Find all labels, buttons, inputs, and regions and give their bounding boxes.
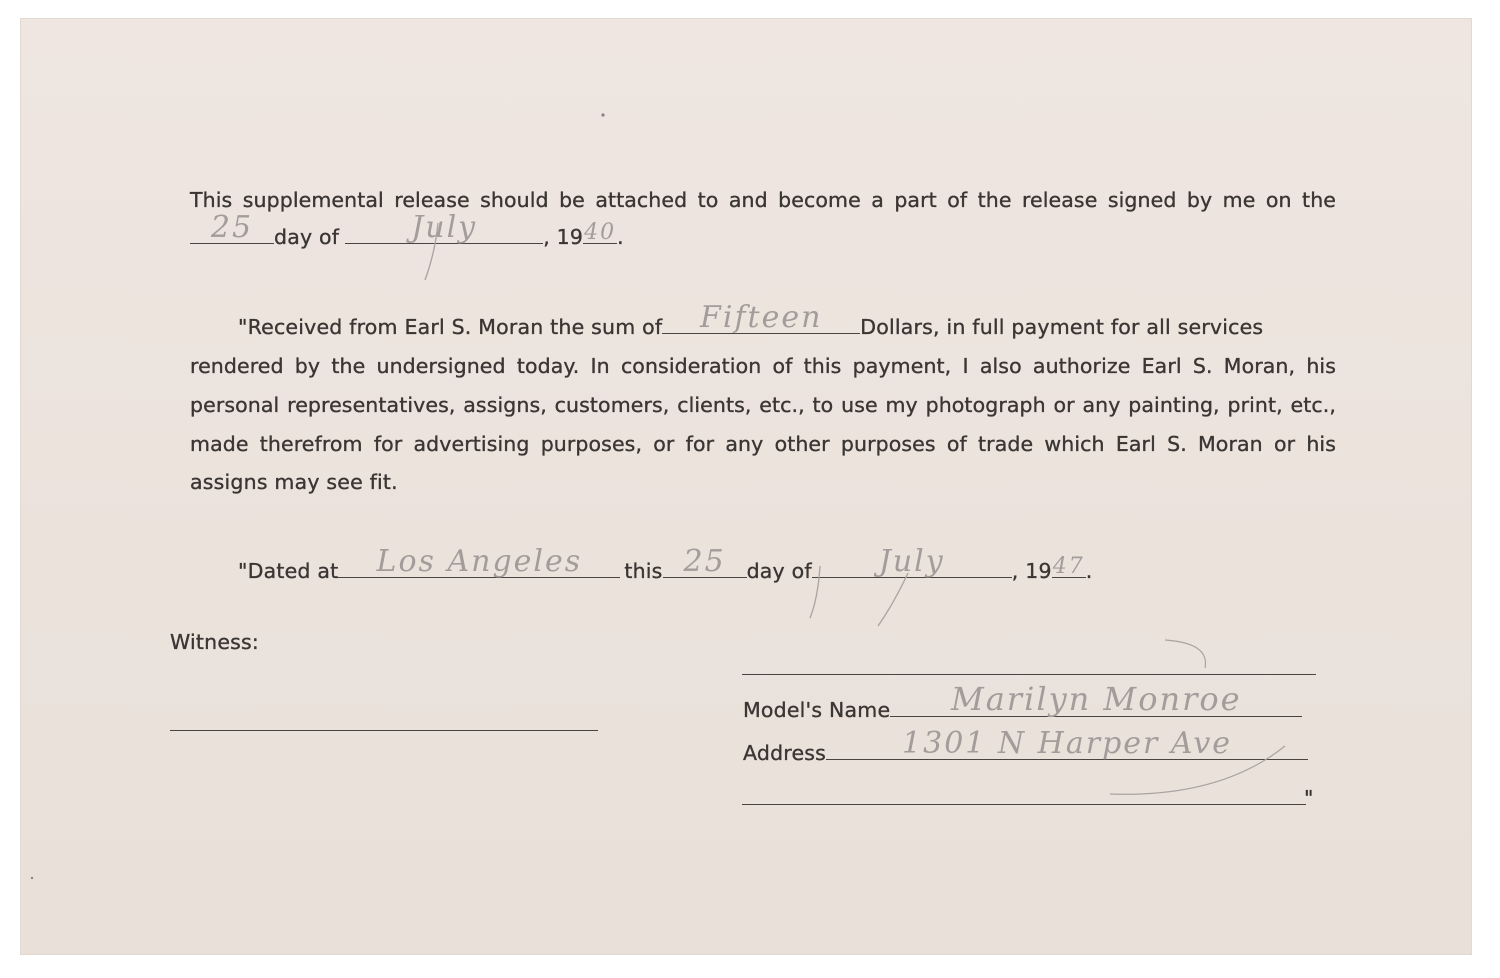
witness-label: Witness: <box>170 630 260 654</box>
dated-year-prefix: 19 <box>1025 559 1052 583</box>
intro-handwritten-month: July <box>411 210 478 245</box>
handwritten-dated-month: July <box>878 544 945 579</box>
receipt-line-3: personal representatives, assigns, customers, clients, etc., to use my photograph or any painting, print, etc., <box>190 393 1336 417</box>
address-line <box>743 726 1308 765</box>
handwritten-model-name: Marilyn Monroe <box>950 680 1242 718</box>
intro-day-field <box>190 210 274 245</box>
release-document <box>20 18 1472 955</box>
day-of-label: day of <box>746 559 812 583</box>
amount-field <box>662 300 860 335</box>
handwritten-dated-year: 47 <box>1052 554 1085 579</box>
closing-quote: " <box>1304 786 1314 810</box>
witness-signature-line <box>170 730 598 731</box>
intro-date-line: 25 day of July , 19 40 . <box>190 225 624 249</box>
model-name-label: Model's Name <box>743 698 891 722</box>
intro-month-field <box>345 210 543 245</box>
model-name-line <box>743 680 1302 722</box>
receipt-line-1 <box>238 300 1264 339</box>
intro-text: This supplemental release should be attached to and become a part of the release signed by me on the <box>190 188 1336 212</box>
intro-day-label: day of <box>274 225 340 249</box>
handwritten-address: 1301 N Harper Ave <box>902 726 1233 761</box>
receipt-line-4: made therefrom for advertising purposes, or for any other purposes of trade which Earl S. Moran or his <box>190 432 1336 456</box>
address-label: Address <box>743 741 827 765</box>
place-field <box>338 544 620 579</box>
handwritten-amount: Fifteen <box>700 300 823 335</box>
intro-year-prefix: 19 <box>556 225 584 249</box>
dated-month-field <box>812 544 1012 579</box>
receipt-line-5: assigns may see fit. <box>190 470 398 494</box>
receipt-line1-before: "Received from Earl S. Moran the sum of <box>238 315 663 339</box>
address-field <box>826 726 1308 761</box>
this-label: this <box>624 559 663 583</box>
dated-year-field <box>1052 554 1086 579</box>
dated-line: "Dated at Los Angeles this 25 day of July , 19 47 . <box>238 544 1093 583</box>
dated-day-field <box>663 544 747 579</box>
dated-at-label: "Dated at <box>238 559 339 583</box>
handwritten-place: Los Angeles <box>376 544 583 579</box>
model-signature-line <box>742 674 1316 675</box>
handwritten-dated-day: 25 <box>683 544 726 579</box>
receipt-line1-after: Dollars, in full payment for all services <box>860 315 1264 339</box>
intro-handwritten-year: 40 <box>584 220 617 245</box>
model-name-field <box>890 680 1302 718</box>
intro-handwritten-day: 25 <box>210 210 254 245</box>
receipt-line-2: rendered by the undersigned today. In consideration of this payment, I also authorize Earl S. Moran, his <box>190 354 1336 378</box>
intro-year-field <box>583 220 617 245</box>
address-second-line <box>742 804 1306 805</box>
